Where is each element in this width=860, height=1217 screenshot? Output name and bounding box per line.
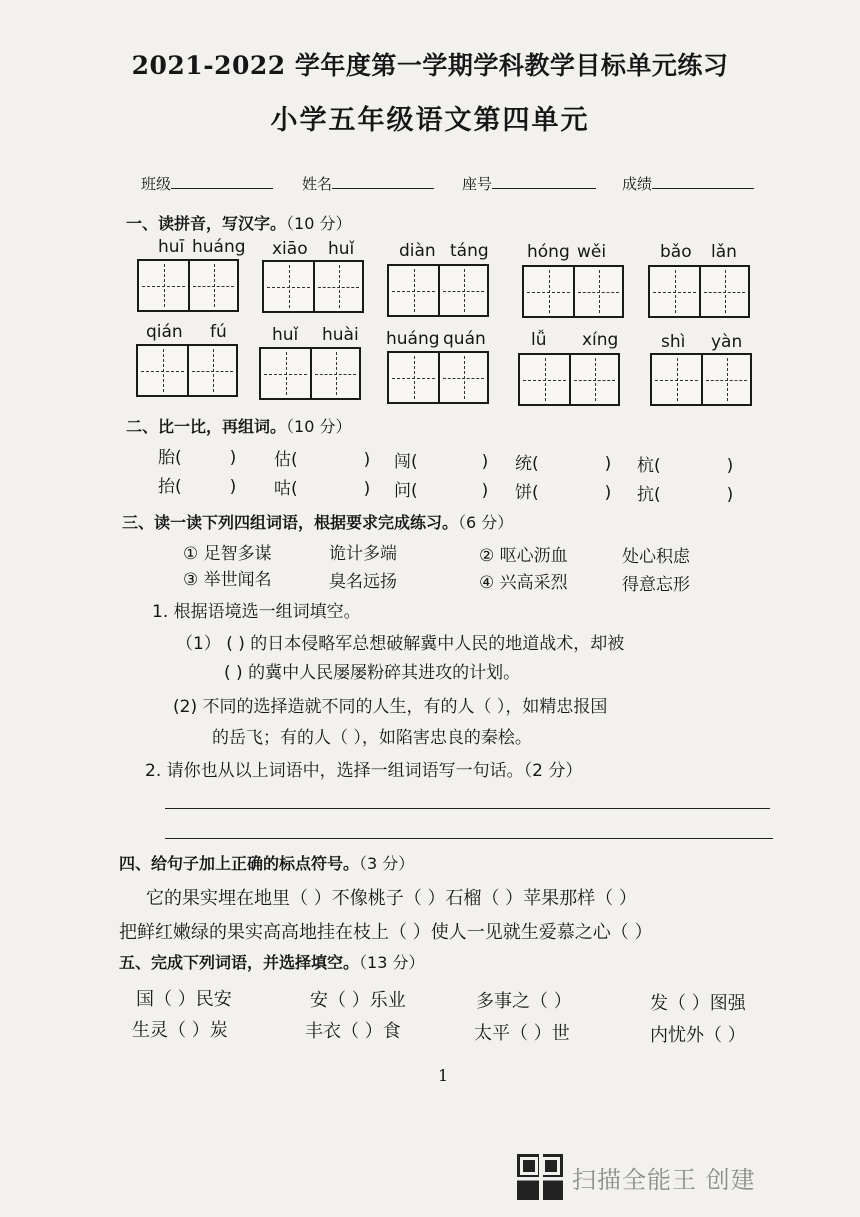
question-1b-line1[interactable]: (2) 不同的选择造就不同的人生，有的人（ ），如精忠报国 bbox=[173, 697, 608, 717]
section3-heading: 三、读一读下列四组词语，根据要求完成练习。（6 分） bbox=[122, 513, 514, 532]
word-group: 诡计多端 bbox=[329, 544, 397, 564]
pinyin: qián bbox=[146, 322, 183, 342]
punctuation-line1[interactable]: 它的果实埋在地里（ ）不像桃子（ ）石榴（ ）苹果那样（ ） bbox=[146, 888, 637, 909]
compare-item[interactable]: 杭( ) bbox=[637, 456, 734, 476]
writing-grid[interactable] bbox=[262, 260, 364, 313]
word-group: ② 呕心沥血 bbox=[479, 546, 568, 566]
writing-grid[interactable] bbox=[137, 259, 239, 312]
section5-heading: 五、完成下列词语，并选择填空。（13 分） bbox=[119, 953, 425, 972]
idiom-item[interactable]: 国（ ）民安 bbox=[136, 989, 232, 1010]
section4-heading: 四、给句子加上正确的标点符号。（3 分） bbox=[119, 854, 415, 873]
class-blank[interactable] bbox=[171, 172, 273, 189]
compare-item[interactable]: 统( ) bbox=[515, 454, 612, 474]
word-group: 处心积虑 bbox=[622, 547, 690, 567]
compare-item[interactable]: 咕( ) bbox=[274, 479, 371, 499]
pinyin: hóng bbox=[527, 242, 570, 262]
compare-item[interactable]: 问( ) bbox=[394, 481, 489, 501]
pinyin: diàn bbox=[399, 241, 436, 261]
pinyin: shì bbox=[661, 332, 686, 352]
scanner-watermark: 扫描全能王 创建 bbox=[572, 1166, 756, 1194]
idiom-item[interactable]: 多事之（ ） bbox=[476, 991, 572, 1012]
answer-line[interactable] bbox=[165, 808, 770, 809]
word-group: 臭名远扬 bbox=[329, 572, 397, 592]
compare-item[interactable]: 饼( ) bbox=[515, 483, 612, 503]
exam-subtitle: 小学五年级语文第四单元 bbox=[270, 105, 590, 136]
qr-code-icon bbox=[517, 1154, 563, 1200]
idiom-item[interactable]: 安（ ）乐业 bbox=[310, 990, 406, 1011]
question-1a-line1[interactable]: （1） ( ) 的日本侵略军总想破解冀中人民的地道战术，却被 bbox=[176, 634, 625, 654]
idiom-item[interactable]: 内忧外（ ） bbox=[650, 1025, 746, 1046]
pinyin: xíng bbox=[582, 330, 619, 350]
idiom-item[interactable]: 丰衣（ ）食 bbox=[305, 1021, 401, 1042]
score-field[interactable] bbox=[622, 172, 754, 194]
name-blank[interactable] bbox=[332, 172, 434, 189]
question-1: 1. 根据语境选一组词填空。 bbox=[152, 602, 361, 622]
pinyin: wěi bbox=[577, 242, 607, 262]
pinyin: quán bbox=[443, 329, 486, 349]
pinyin: lǚ bbox=[531, 330, 547, 350]
page-number: 1 bbox=[438, 1066, 449, 1085]
section1-heading: 一、读拼音，写汉字。（10 分） bbox=[126, 214, 352, 233]
writing-grid[interactable] bbox=[136, 344, 238, 397]
exam-title: 2021-2022 学年度第一学期学科教学目标单元练习 bbox=[131, 51, 729, 80]
word-group: ④ 兴高采烈 bbox=[479, 573, 568, 593]
pinyin: huī bbox=[158, 237, 185, 257]
word-group: ① 足智多谋 bbox=[183, 544, 272, 564]
pinyin: huáng bbox=[386, 329, 440, 349]
writing-grid[interactable] bbox=[518, 353, 620, 406]
seat-blank[interactable] bbox=[492, 172, 596, 189]
pinyin: huài bbox=[322, 325, 359, 345]
idiom-item[interactable]: 生灵（ ）炭 bbox=[132, 1020, 228, 1041]
compare-item[interactable]: 胎( ) bbox=[158, 448, 237, 468]
writing-grid[interactable] bbox=[387, 264, 489, 317]
pinyin: huǐ bbox=[272, 325, 299, 345]
question-2: 2. 请你也从以上词语中，选择一组词语写一句话。（2 分） bbox=[145, 761, 583, 781]
pinyin: fú bbox=[210, 322, 227, 342]
idiom-item[interactable]: 太平（ ）世 bbox=[474, 1023, 570, 1044]
compare-item[interactable]: 估( ) bbox=[274, 450, 371, 470]
seat-field[interactable] bbox=[462, 172, 596, 194]
pinyin: yàn bbox=[711, 332, 743, 352]
compare-item[interactable]: 闯( ) bbox=[394, 452, 489, 472]
compare-item[interactable]: 抬( ) bbox=[158, 477, 237, 497]
writing-grid[interactable] bbox=[522, 265, 624, 318]
word-group: ③ 举世闻名 bbox=[183, 570, 272, 590]
pinyin: bǎo bbox=[660, 242, 692, 262]
question-1b-line2[interactable]: 的岳飞；有的人（ ），如陷害忠良的秦桧。 bbox=[212, 728, 532, 748]
section2-heading: 二、比一比，再组词。（10 分） bbox=[126, 417, 352, 436]
writing-grid[interactable] bbox=[259, 347, 361, 400]
pinyin: lǎn bbox=[711, 242, 737, 262]
pinyin: huáng bbox=[192, 237, 246, 257]
writing-grid[interactable] bbox=[648, 265, 750, 318]
pinyin: huǐ bbox=[328, 239, 355, 259]
score-label: 成绩 bbox=[622, 175, 653, 193]
compare-item[interactable]: 抗( ) bbox=[637, 485, 734, 505]
writing-grid[interactable] bbox=[387, 351, 489, 404]
question-1a-line2[interactable]: ( ) 的冀中人民屡屡粉碎其进攻的计划。 bbox=[224, 663, 521, 683]
writing-grid[interactable] bbox=[650, 353, 752, 406]
idiom-item[interactable]: 发（ ）图强 bbox=[650, 993, 746, 1014]
answer-line[interactable] bbox=[165, 838, 773, 839]
punctuation-line2[interactable]: 把鲜红嫩绿的果实高高地挂在枝上（ ）使人一见就生爱慕之心（ ） bbox=[119, 922, 653, 943]
class-field[interactable] bbox=[141, 172, 273, 194]
seat-label: 座号 bbox=[462, 175, 493, 193]
pinyin: táng bbox=[450, 241, 489, 261]
pinyin: xiāo bbox=[272, 239, 308, 259]
name-label: 姓名 bbox=[302, 175, 333, 193]
name-field[interactable] bbox=[302, 172, 434, 194]
word-group: 得意忘形 bbox=[622, 575, 690, 595]
class-label: 班级 bbox=[141, 175, 172, 193]
score-blank[interactable] bbox=[652, 172, 754, 189]
